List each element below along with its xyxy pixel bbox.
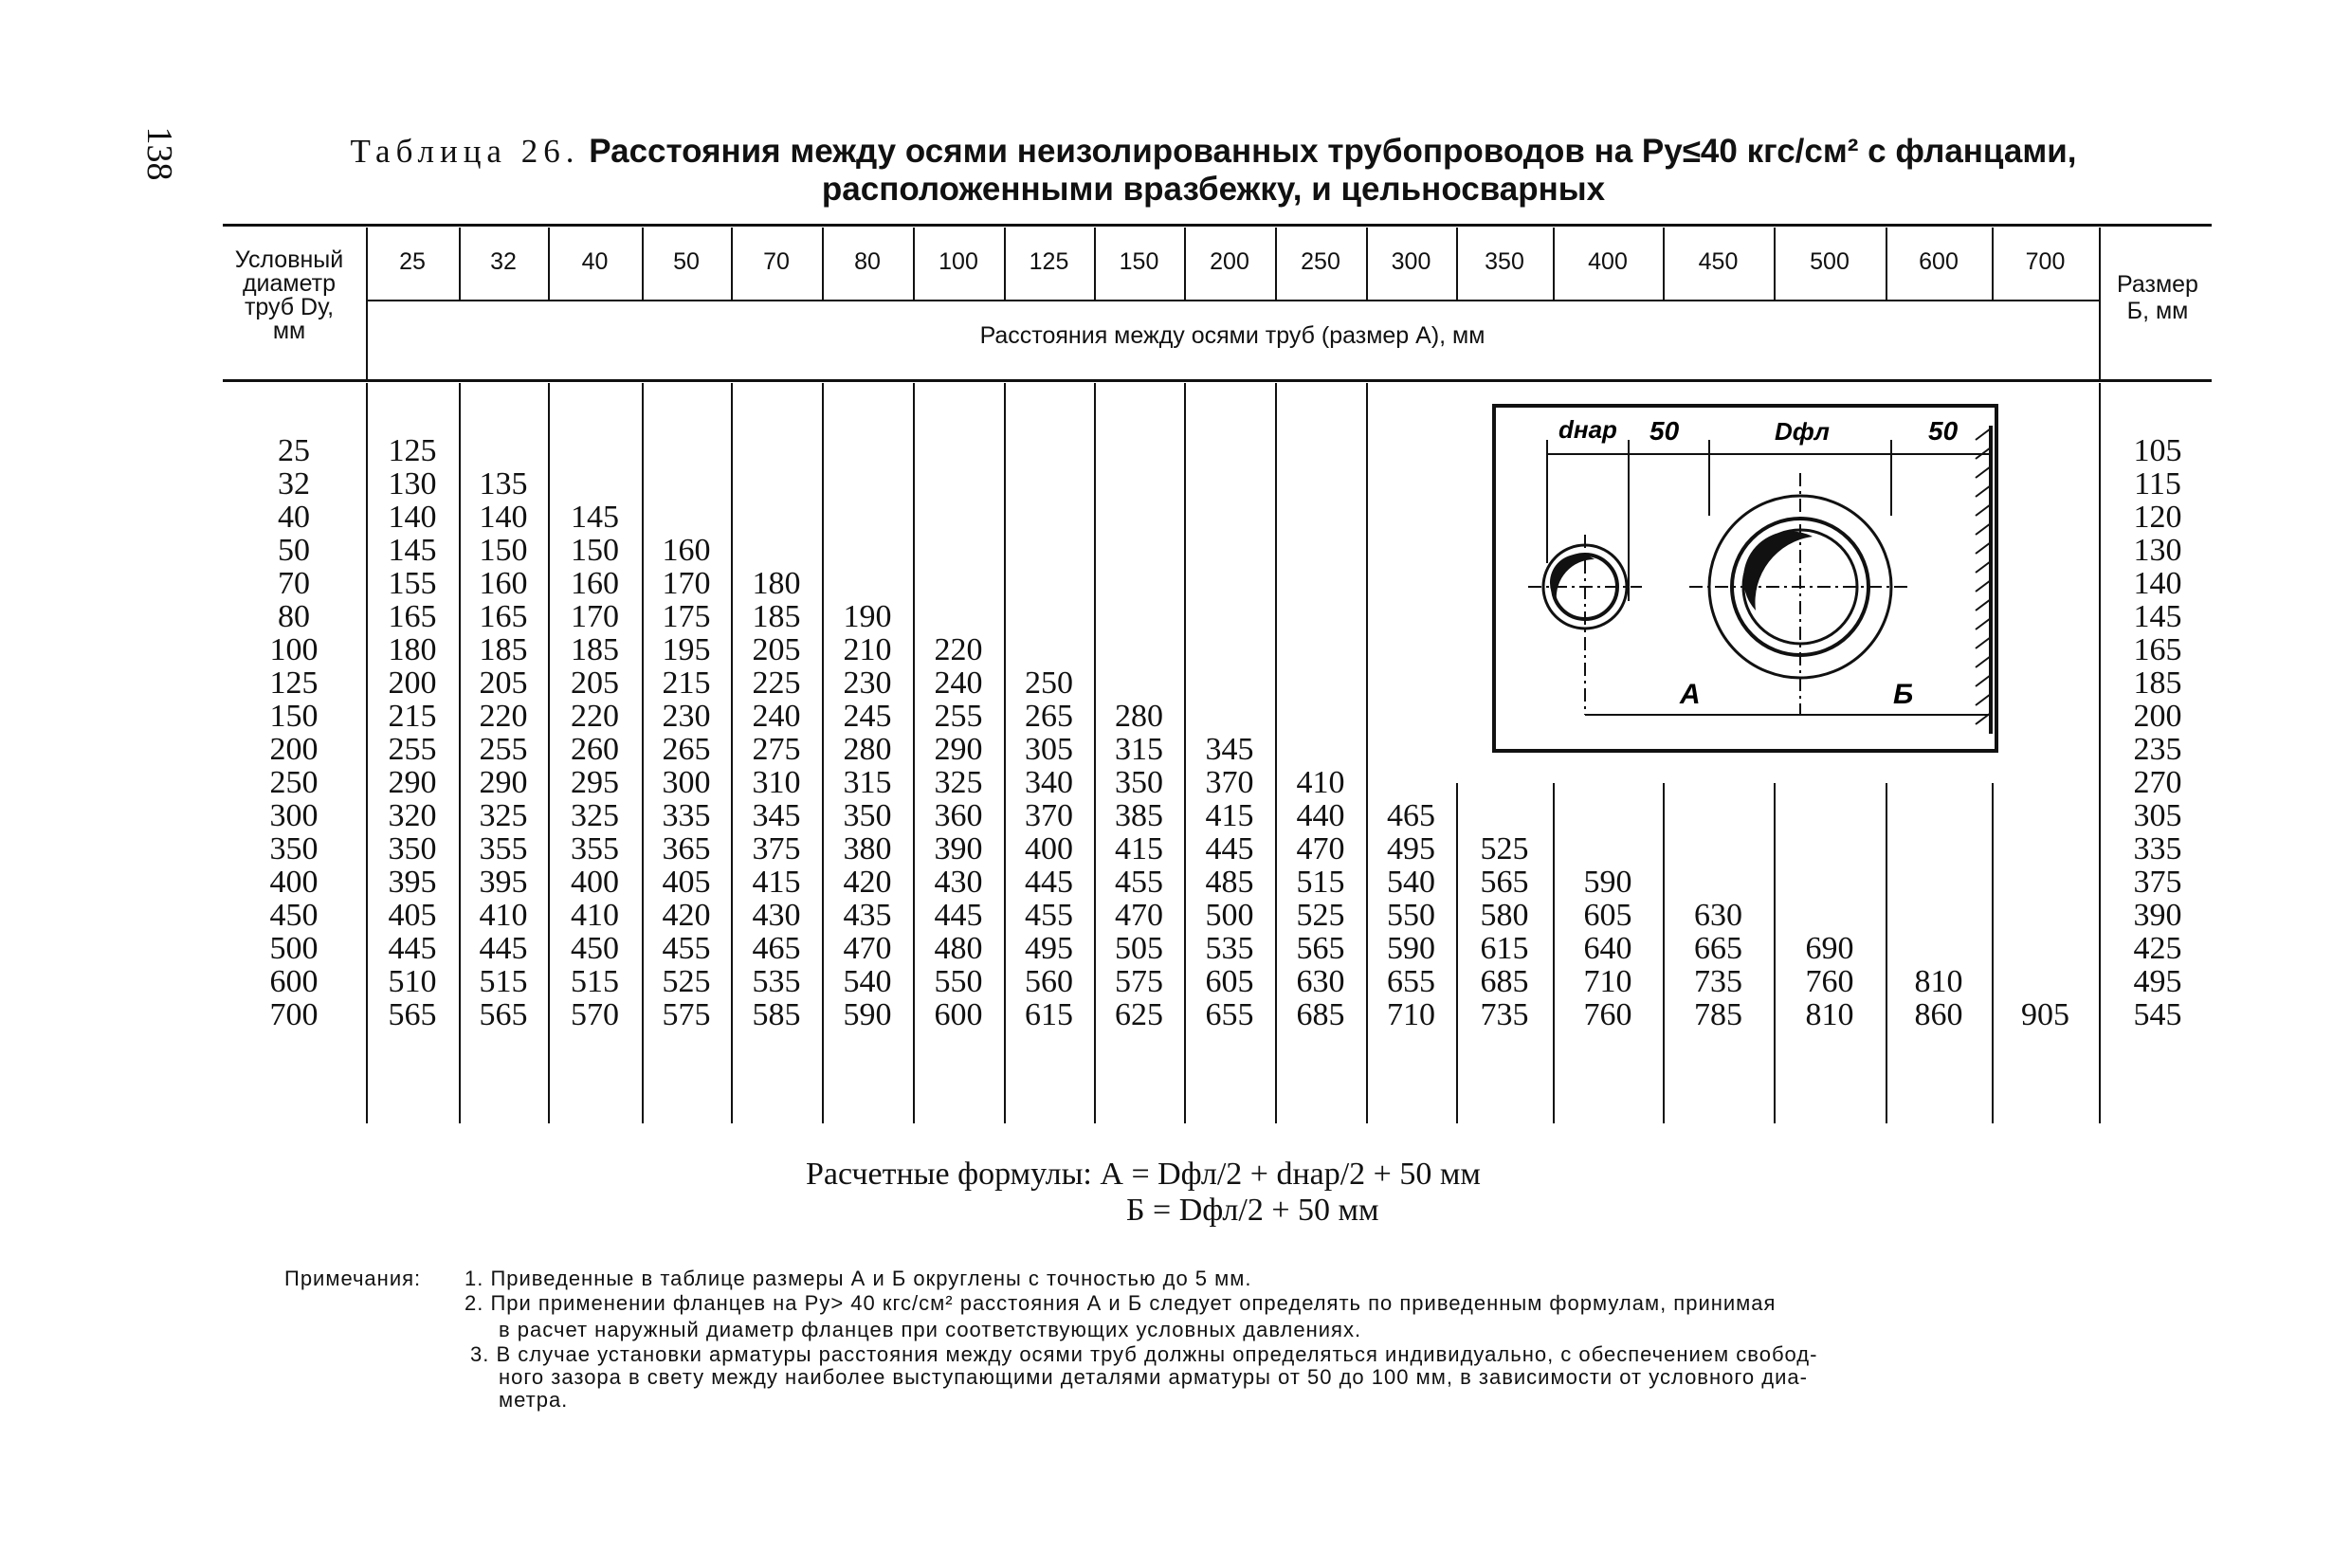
table-cell: 415 [752,865,801,900]
table-cell: 605 [1205,964,1254,999]
table-cell: 525 [1480,831,1529,866]
table-title [313,133,2114,209]
row-label: 32 [278,466,310,501]
table-cell: 350 [843,798,892,833]
table-cell: 540 [1387,865,1435,900]
table-cell: 445 [934,898,983,933]
table-cell: 455 [1115,865,1163,900]
table-cell: 615 [1025,997,1073,1032]
table-cell: 410 [1296,765,1345,800]
table-cell: 455 [662,931,711,966]
table-cell: 465 [1387,798,1435,833]
table-cell: 295 [571,765,619,800]
table-cell: 500 [1205,898,1254,933]
b-value-cell: 305 [2133,798,2182,833]
column-header: 300 [1391,248,1431,275]
table-cell: 400 [1025,831,1073,866]
column-header: 500 [1810,248,1850,275]
table-cell: 230 [662,699,711,734]
row-label: 50 [278,533,310,568]
row-label: 80 [278,599,310,634]
table-cell: 355 [571,831,619,866]
table-cell: 315 [843,765,892,800]
formulas-label: Расчетные формулы: [806,1157,1092,1192]
row-label: 125 [269,665,319,701]
label-d-nar: dнар [1558,415,1617,444]
table-cell: 180 [752,566,801,601]
flanged-pipe [1689,473,1907,715]
column-header: 32 [490,248,517,275]
table-cell: 205 [479,665,528,701]
table-cell: 710 [1387,997,1435,1032]
table-top-rule [223,224,2212,227]
table-cell: 590 [1387,931,1435,966]
table-cell: 185 [571,632,619,667]
row-header-line: мм [272,318,306,344]
label-50-left: 50 [1649,416,1680,446]
table-cell: 320 [388,798,437,833]
table-cell: 735 [1694,964,1742,999]
table-cell: 145 [388,533,437,568]
table-cell: 190 [843,599,892,634]
table-cell: 245 [843,699,892,734]
table-cell: 240 [752,699,801,734]
table-cell: 630 [1694,898,1742,933]
table-cell: 265 [662,732,711,767]
title-line-2: расположенными вразбежку, и цельносварных [821,171,1606,208]
table-cell: 160 [479,566,528,601]
column-header: 400 [1588,248,1628,275]
column-header: 250 [1301,248,1340,275]
row-label: 300 [269,798,319,833]
table-cell: 430 [752,898,801,933]
table-cell: 375 [752,831,801,866]
table-cell: 200 [388,665,437,701]
row-label: 400 [269,865,319,900]
row-label: 200 [269,732,319,767]
table-cell: 290 [934,732,983,767]
table-cell: 465 [752,931,801,966]
table-cell: 560 [1025,964,1073,999]
table-cell: 445 [388,931,437,966]
table-cell: 180 [388,632,437,667]
page-number: 138 [139,126,179,181]
table-cell: 255 [934,699,983,734]
formulas [806,1157,1659,1229]
header-bottom-rule [223,379,2212,382]
column-header: 40 [581,248,609,275]
row-label: 500 [269,931,319,966]
table-cell: 760 [1583,997,1632,1032]
table-cell: 280 [843,732,892,767]
table-cell: 255 [479,732,528,767]
b-value-cell: 200 [2133,699,2182,734]
table-cell: 370 [1025,798,1073,833]
table-cell: 735 [1480,997,1529,1032]
table-cell: 150 [571,533,619,568]
b-value-cell: 375 [2133,865,2182,900]
row-label: 450 [269,898,319,933]
b-value-cell: 115 [2134,466,2181,501]
b-value-cell: 335 [2133,831,2182,866]
table-cell: 570 [571,997,619,1032]
table-cell: 385 [1115,798,1163,833]
table-cell: 370 [1205,765,1254,800]
b-value-cell: 545 [2133,997,2182,1032]
formula-b: Б = Dфл/2 + 50 мм [1126,1193,1379,1228]
table-cell: 590 [843,997,892,1032]
table-cell: 215 [662,665,711,701]
table-cell: 760 [1805,964,1854,999]
table-cell: 340 [1025,765,1073,800]
table-cell: 265 [1025,699,1073,734]
table-cell: 515 [571,964,619,999]
b-value-cell: 495 [2133,964,2182,999]
table-cell: 130 [388,466,437,501]
row-label: 150 [269,699,319,734]
table-cell: 420 [843,865,892,900]
table-cell: 300 [662,765,711,800]
table-cell: 365 [662,831,711,866]
b-header-line: Размер [2117,271,2198,298]
table-cell: 435 [843,898,892,933]
table-cell: 310 [752,765,801,800]
row-label: 70 [278,566,310,601]
table-cell: 155 [388,566,437,601]
formula-a: А = Dфл/2 + dнар/2 + 50 мм [1100,1157,1481,1192]
table-cell: 515 [479,964,528,999]
table-cell: 230 [843,665,892,701]
table-cell: 280 [1115,699,1163,734]
table-cell: 810 [1805,997,1854,1032]
row-label: 25 [278,433,310,468]
table-cell: 325 [934,765,983,800]
note-1: 1. Приведенные в таблице размеры А и Б округлены с точностью до 5 мм. [465,1267,1252,1290]
table-cell: 860 [1914,997,1963,1032]
note-2-cont: в расчет наружный диаметр фланцев при соответствующих условных давлениях. [499,1318,1362,1341]
table-cell: 470 [843,931,892,966]
row-header-line: труб Dу, [244,294,335,320]
table-cell: 510 [388,964,437,999]
table-cell: 145 [571,500,619,535]
table-cell: 450 [571,931,619,966]
table-cell: 600 [934,997,983,1032]
table-cell: 205 [571,665,619,701]
row-label: 600 [269,964,319,999]
table-cell: 495 [1387,831,1435,866]
table-cell: 275 [752,732,801,767]
b-value-cell: 165 [2133,632,2182,667]
table-cell: 160 [571,566,619,601]
wall-hatch [1976,428,1991,724]
row-label: 100 [269,632,319,667]
notes-label: Примечания: [284,1267,422,1290]
table-cell: 445 [1025,865,1073,900]
table-cell: 215 [388,699,437,734]
table-cell: 350 [388,831,437,866]
label-b: Б [1893,679,1914,710]
table-cell: 290 [388,765,437,800]
table-cell: 220 [934,632,983,667]
table-cell: 515 [1296,865,1345,900]
table-cell: 810 [1914,964,1963,999]
table-cell: 410 [571,898,619,933]
table-cell: 535 [1205,931,1254,966]
table-cell: 335 [662,798,711,833]
table-cell: 140 [479,500,528,535]
table-cell: 355 [479,831,528,866]
table-cell: 685 [1480,964,1529,999]
table-cell: 315 [1115,732,1163,767]
table-cell: 345 [752,798,801,833]
table-cell: 525 [662,964,711,999]
b-header-line: Б, мм [2126,298,2189,324]
table-cell: 565 [1296,931,1345,966]
table-cell: 175 [662,599,711,634]
table-cell: 210 [843,632,892,667]
b-value-cell: 140 [2133,566,2182,601]
b-value-cell: 235 [2133,732,2182,767]
table-cell: 170 [662,566,711,601]
table-cell: 485 [1205,865,1254,900]
b-value-cell: 390 [2133,898,2182,933]
table-cell: 440 [1296,798,1345,833]
row-header-line: Условный [234,246,344,273]
table-cell: 495 [1025,931,1073,966]
subheader: Расстояния между осями труб (размер А), мм [979,322,1485,349]
column-header: 350 [1485,248,1524,275]
table-cell: 590 [1583,865,1632,900]
table-cell: 625 [1115,997,1163,1032]
table-cell: 205 [752,632,801,667]
table-cell: 445 [479,931,528,966]
table-cell: 250 [1025,665,1073,701]
table-cell: 260 [571,732,619,767]
table-cell: 580 [1480,898,1529,933]
label-a: А [1680,679,1701,710]
body-column-separator [1886,783,1887,1123]
table-cell: 575 [1115,964,1163,999]
row-header-line: диаметр [242,270,337,297]
table-cell: 240 [934,665,983,701]
table-cell: 255 [388,732,437,767]
column-header: 125 [1029,248,1069,275]
table-cell: 380 [843,831,892,866]
table-cell: 195 [662,632,711,667]
table-cell: 655 [1205,997,1254,1032]
column-header: 80 [854,248,881,275]
header-subdivider [366,300,2099,301]
table-cell: 565 [1480,865,1529,900]
b-value-cell: 185 [2133,665,2182,701]
table-cell: 550 [934,964,983,999]
table-cell: 185 [752,599,801,634]
column-header: 200 [1210,248,1249,275]
table-cell: 220 [571,699,619,734]
table-cell: 630 [1296,964,1345,999]
table-cell: 640 [1583,931,1632,966]
b-value-cell: 270 [2133,765,2182,800]
table-cell: 395 [479,865,528,900]
table-cell: 125 [388,433,437,468]
table-cell: 140 [388,500,437,535]
table-cell: 710 [1583,964,1632,999]
table-cell: 415 [1205,798,1254,833]
table-cell: 585 [752,997,801,1032]
table-cell: 160 [662,533,711,568]
small-pipe [1528,535,1642,715]
note-3: 3. В случае установки арматуры расстояния между осями труб должны определяться индивидуально, с обеспечением свобод- [470,1342,1818,1366]
table-cell: 470 [1296,831,1345,866]
column-header: 700 [2025,248,2066,275]
table-cell: 785 [1694,997,1742,1032]
table-cell: 220 [479,699,528,734]
table-cell: 150 [479,533,528,568]
row-label: 40 [278,500,310,535]
table-cell: 470 [1115,898,1163,933]
b-value-cell: 120 [2133,500,2182,535]
column-header: 450 [1698,248,1739,275]
table-cell: 165 [479,599,528,634]
table-cell: 420 [662,898,711,933]
title-line-1: Расстояния между осями неизолированных трубопроводов на Pу≤40 кгс/см² с фланцами, [589,133,2077,170]
table-cell: 360 [934,798,983,833]
table-label: Таблица 26. [350,133,580,170]
table-cell: 690 [1805,931,1854,966]
table-cell: 410 [479,898,528,933]
table-cell: 615 [1480,931,1529,966]
table-cell: 565 [388,997,437,1032]
b-value-cell: 145 [2133,599,2182,634]
table-cell: 290 [479,765,528,800]
note-3-cont: ного зазора в свету между наиболее выступающими деталями арматуры от 50 до 100 мм, в зависимости от условного диа- [499,1365,1808,1389]
header-column-separator [2099,228,2101,379]
b-value-cell: 130 [2133,533,2182,568]
table-cell: 575 [662,997,711,1032]
table-cell: 350 [1115,765,1163,800]
table-cell: 405 [388,898,437,933]
row-label: 700 [269,997,319,1032]
label-d-fl: Dфл [1775,417,1830,446]
table-cell: 135 [479,466,528,501]
label-50-right: 50 [1928,416,1959,446]
column-header: 100 [939,248,978,275]
table-cell: 550 [1387,898,1435,933]
b-value-cell: 425 [2133,931,2182,966]
table-cell: 170 [571,599,619,634]
table-cell: 540 [843,964,892,999]
table-cell: 430 [934,865,983,900]
table-cell: 345 [1205,732,1254,767]
row-label: 250 [269,765,319,800]
table-cell: 665 [1694,931,1742,966]
row-label: 350 [269,831,319,866]
body-column-separator [1992,783,1994,1123]
note-3-cont: метра. [499,1388,569,1412]
table-cell: 565 [479,997,528,1032]
table-cell: 655 [1387,964,1435,999]
table-cell: 605 [1583,898,1632,933]
column-header: 600 [1919,248,1959,275]
b-column-header [2101,271,2214,324]
pipe-diagram [1490,402,2002,755]
b-value-cell: 105 [2133,433,2182,468]
table-cell: 480 [934,931,983,966]
table-cell: 455 [1025,898,1073,933]
table-cell: 305 [1025,732,1073,767]
table-cell: 535 [752,964,801,999]
table-cell: 185 [479,632,528,667]
column-header: 150 [1119,248,1159,275]
column-header: 25 [399,248,426,275]
table-cell: 415 [1115,831,1163,866]
table-cell: 325 [479,798,528,833]
table-cell: 395 [388,865,437,900]
column-header: 70 [763,248,790,275]
table-cell: 505 [1115,931,1163,966]
table-cell: 685 [1296,997,1345,1032]
table-cell: 165 [388,599,437,634]
table-cell: 525 [1296,898,1345,933]
table-cell: 325 [571,798,619,833]
note-2: 2. При применении фланцев на Pу> 40 кгс/см² расстояния А и Б следует определять по приведенным формулам, принимая [465,1291,1777,1315]
table-cell: 445 [1205,831,1254,866]
table-cell: 390 [934,831,983,866]
table-cell: 400 [571,865,619,900]
table-cell: 405 [662,865,711,900]
table-cell: 225 [752,665,801,701]
row-header-label [218,248,360,343]
table-cell: 905 [2021,997,2069,1032]
column-header: 50 [673,248,700,275]
